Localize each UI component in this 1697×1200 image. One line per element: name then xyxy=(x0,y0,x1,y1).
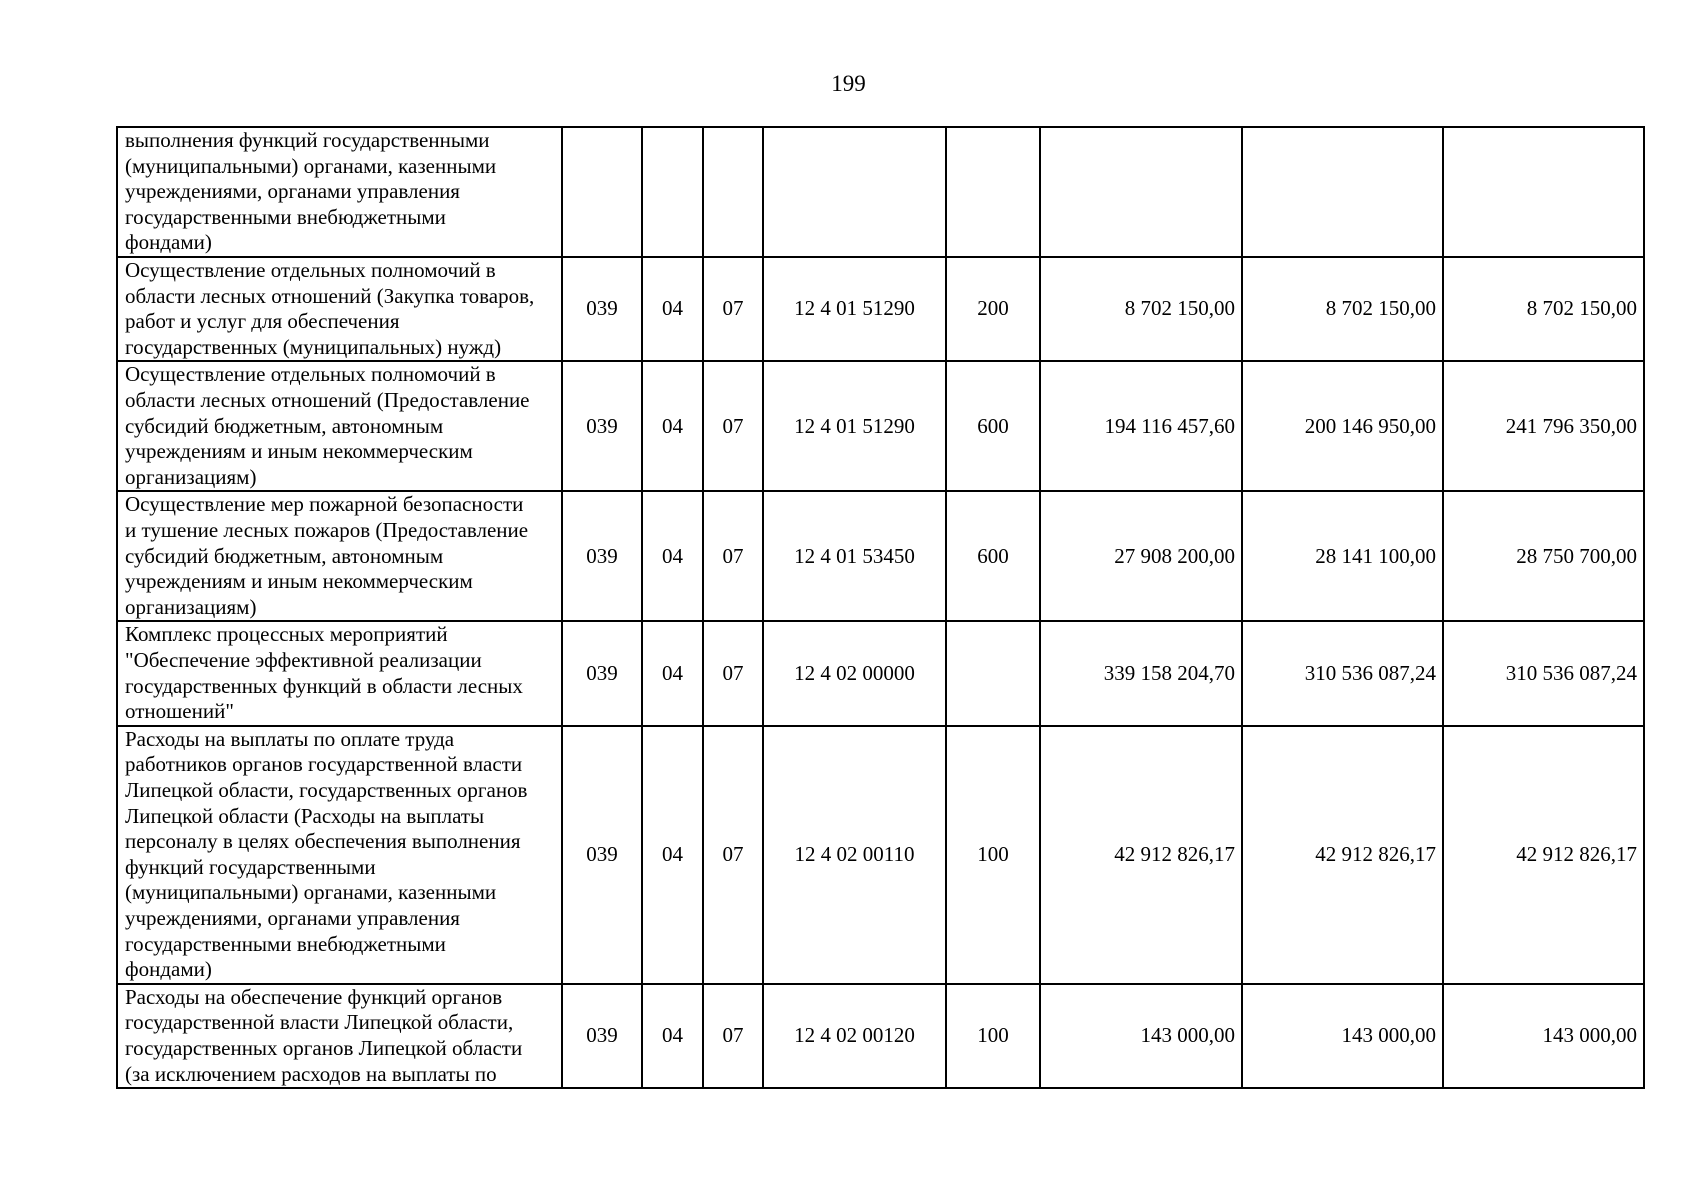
ministry-code: 039 xyxy=(562,491,642,621)
amount-year-3 xyxy=(1443,127,1644,257)
table-row xyxy=(117,257,1644,361)
amount-year-2: 8 702 150,00 xyxy=(1242,257,1443,361)
expense-type-code: 600 xyxy=(946,361,1040,491)
subsection-code: 07 xyxy=(703,361,763,491)
amount-year-3: 28 750 700,00 xyxy=(1443,491,1644,621)
row-description: Расходы на выплаты по оплате труда работников органов государственной власти Липецкой области, государственных органов Липецкой области (Расходы на выплаты персоналу в целях обеспечения выполнения функций государственными (муниципальными) органами, казенными учреждениями, органами управления государственными внебюджетными фондами) xyxy=(117,726,562,984)
expense-type-code xyxy=(946,127,1040,257)
table-row xyxy=(117,726,1644,984)
target-article-code xyxy=(763,127,946,257)
target-article-code: 12 4 01 53450 xyxy=(763,491,946,621)
section-code xyxy=(642,127,703,257)
row-description: Осуществление отдельных полномочий в области лесных отношений (Закупка товаров, работ и услуг для обеспечения государственных (муниципальных) нужд) xyxy=(117,257,562,361)
amount-year-3: 42 912 826,17 xyxy=(1443,726,1644,984)
table-row xyxy=(117,984,1644,1088)
subsection-code: 07 xyxy=(703,257,763,361)
table-row xyxy=(117,491,1644,621)
ministry-code xyxy=(562,127,642,257)
ministry-code: 039 xyxy=(562,984,642,1088)
target-article-code: 12 4 02 00000 xyxy=(763,621,946,725)
amount-year-3: 241 796 350,00 xyxy=(1443,361,1644,491)
target-article-code: 12 4 02 00110 xyxy=(763,726,946,984)
expense-type-code: 100 xyxy=(946,984,1040,1088)
subsection-code: 07 xyxy=(703,984,763,1088)
expense-type-code: 600 xyxy=(946,491,1040,621)
amount-year-1: 194 116 457,60 xyxy=(1040,361,1242,491)
section-code: 04 xyxy=(642,984,703,1088)
target-article-code: 12 4 01 51290 xyxy=(763,361,946,491)
expense-type-code: 200 xyxy=(946,257,1040,361)
subsection-code: 07 xyxy=(703,621,763,725)
page-number: 199 xyxy=(831,71,866,96)
target-article-code: 12 4 01 51290 xyxy=(763,257,946,361)
amount-year-2: 28 141 100,00 xyxy=(1242,491,1443,621)
row-description: Осуществление отдельных полномочий в области лесных отношений (Предоставление субсидий бюджетным, автономным учреждениям и иным некоммерческим организациям) xyxy=(117,361,562,491)
amount-year-1 xyxy=(1040,127,1242,257)
section-code: 04 xyxy=(642,257,703,361)
amount-year-1: 143 000,00 xyxy=(1040,984,1242,1088)
table-row xyxy=(117,361,1644,491)
section-code: 04 xyxy=(642,361,703,491)
row-description: Осуществление мер пожарной безопасности и тушение лесных пожаров (Предоставление субсидий бюджетным, автономным учреждениям и иным некоммерческим организациям) xyxy=(117,491,562,621)
expense-type-code xyxy=(946,621,1040,725)
amount-year-1: 8 702 150,00 xyxy=(1040,257,1242,361)
amount-year-1: 27 908 200,00 xyxy=(1040,491,1242,621)
subsection-code xyxy=(703,127,763,257)
row-description: Комплекс процессных мероприятий "Обеспечение эффективной реализации государственных функций в области лесных отношений" xyxy=(117,621,562,725)
subsection-code: 07 xyxy=(703,726,763,984)
target-article-code: 12 4 02 00120 xyxy=(763,984,946,1088)
table-row xyxy=(117,127,1644,257)
ministry-code: 039 xyxy=(562,726,642,984)
expense-type-code: 100 xyxy=(946,726,1040,984)
amount-year-2: 200 146 950,00 xyxy=(1242,361,1443,491)
ministry-code: 039 xyxy=(562,257,642,361)
amount-year-2: 310 536 087,24 xyxy=(1242,621,1443,725)
amount-year-3: 143 000,00 xyxy=(1443,984,1644,1088)
ministry-code: 039 xyxy=(562,621,642,725)
row-description: Расходы на обеспечение функций органов государственной власти Липецкой области, государственных органов Липецкой области (за исключением расходов на выплаты по xyxy=(117,984,562,1088)
amount-year-2: 143 000,00 xyxy=(1242,984,1443,1088)
amount-year-2 xyxy=(1242,127,1443,257)
ministry-code: 039 xyxy=(562,361,642,491)
amount-year-3: 8 702 150,00 xyxy=(1443,257,1644,361)
budget-table xyxy=(116,126,1645,1089)
amount-year-3: 310 536 087,24 xyxy=(1443,621,1644,725)
section-code: 04 xyxy=(642,491,703,621)
amount-year-1: 42 912 826,17 xyxy=(1040,726,1242,984)
subsection-code: 07 xyxy=(703,491,763,621)
section-code: 04 xyxy=(642,726,703,984)
table-row xyxy=(117,621,1644,725)
row-description: выполнения функций государственными (муниципальными) органами, казенными учреждениями, органами управления государственными внебюджетными фондами) xyxy=(117,127,562,257)
section-code: 04 xyxy=(642,621,703,725)
amount-year-2: 42 912 826,17 xyxy=(1242,726,1443,984)
amount-year-1: 339 158 204,70 xyxy=(1040,621,1242,725)
